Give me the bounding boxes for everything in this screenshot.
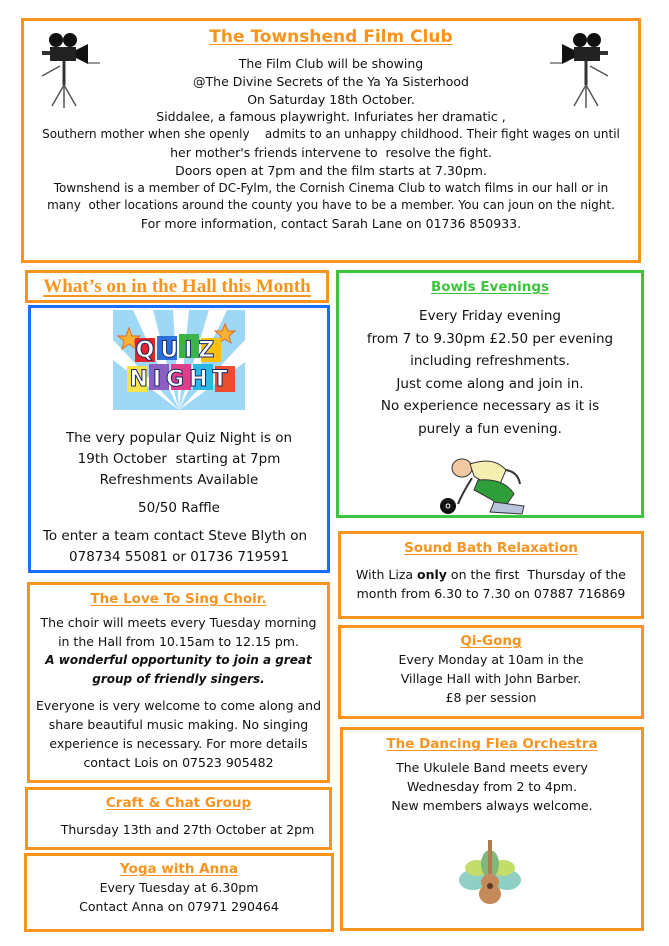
qigong-box [338, 625, 644, 719]
quiz-contact: To enter a team contact Steve Blyth on [42, 528, 308, 544]
quiz-raffle: 50/50 Raffle [138, 500, 220, 516]
dancing-flea-box [340, 727, 644, 931]
choir-line: Everyone is very welcome to come along and [35, 698, 322, 713]
sound-bath-line: month from 6.30 to 7.30 on 07887 716869 [356, 586, 626, 601]
quiz-logo-text-1: QUIZ [135, 338, 221, 363]
film-line: @The Divine Secrets of the Ya Ya Sisterhood [193, 73, 469, 89]
sound-bath-pre: With Liza [356, 567, 418, 582]
yoga-line: Every Tuesday at 6.30pm [99, 880, 259, 895]
choir-italic: group of friendly singers. [92, 672, 265, 686]
bowls-line: Every Friday evening [419, 308, 561, 324]
dancing-flea-title: The Dancing Flea Orchestra [386, 736, 598, 752]
dancing-flea-line: New members always welcome. [391, 798, 593, 813]
quiz-logo-text-2: NIGHT [129, 367, 233, 392]
film-line: Siddalee, a famous playwright. Infuriates her dramatic , [156, 109, 506, 125]
craft-line: Thursday 13th and 27th October at 2pm [60, 822, 315, 837]
ukulele-icon [455, 838, 525, 908]
bowler-icon [434, 450, 534, 516]
quiz-line: 19th October starting at 7pm [77, 451, 281, 467]
movie-camera-icon [40, 30, 102, 110]
choir-line: experience is necessary. For more details [49, 736, 308, 751]
bowls-line: No experience necessary as it is [380, 398, 600, 414]
bowls-box [336, 270, 644, 518]
quiz-night-logo [113, 310, 245, 410]
choir-line: in the Hall from 10.15am to 12.15 pm. [58, 634, 299, 649]
craft-title: Craft & Chat Group [105, 795, 252, 811]
yoga-line: Contact Anna on 07971 290464 [79, 899, 279, 914]
bowls-line: from 7 to 9.30pm £2.50 per evening [366, 330, 614, 347]
choir-line: contact Lois on 07523 905482 [83, 755, 274, 770]
sound-bath-only: only [417, 567, 447, 582]
dancing-flea-line: The Ukulele Band meets every [396, 760, 588, 775]
qigong-line: Every Monday at 10am in the [398, 652, 584, 667]
film-club-title: The Townshend Film Club [209, 27, 453, 47]
yoga-box [24, 853, 334, 932]
choir-italic: A wonderful opportunity to join a great [45, 653, 312, 667]
film-line: many other locations around the county you have to be a member. You can joun on the night. [47, 198, 615, 213]
sound-bath-post: on the first Thursday of the [446, 567, 626, 582]
choir-line: The choir will meets every Tuesday morning [40, 615, 317, 630]
film-line: For more information, contact Sarah Lane on 01736 850933. [140, 216, 522, 232]
bowls-title: Bowls Evenings [430, 279, 550, 295]
choir-line: share beautiful music making. No singing [48, 717, 309, 732]
qigong-title: Qi-Gong [460, 633, 522, 649]
qigong-line: Village Hall with John Barber. [400, 671, 582, 686]
quiz-line: Refreshments Available [99, 472, 259, 488]
choir-title: The Love To Sing Choir. [90, 591, 267, 607]
sound-bath-title: Sound Bath Relaxation [404, 540, 578, 556]
sound-bath-line [341, 565, 641, 584]
movie-camera-icon [548, 30, 610, 110]
yoga-title: Yoga with Anna [120, 861, 238, 877]
quiz-night-box [28, 305, 330, 573]
craft-box [25, 787, 332, 850]
bowls-line: including refreshments. [410, 353, 570, 369]
whats-on-title: What’s on in the Hall this Month [43, 276, 311, 297]
film-line: her mother's friends intervene to resolve the fight. [170, 144, 492, 160]
quiz-contact: 078734 55081 or 01736 719591 [69, 549, 289, 565]
dancing-flea-line: Wednesday from 2 to 4pm. [407, 779, 577, 794]
whats-on-header-box [25, 270, 329, 303]
film-line: The Film Club will be showing [238, 56, 424, 71]
bowls-line: Just come along and join in. [396, 375, 584, 392]
film-line: Southern mother when she openly admits to an unhappy childhood. Their fight wages on until [42, 127, 620, 142]
film-line: Townshend is a member of DC-Fylm, the Cornish Cinema Club to watch films in our hall or in [53, 180, 609, 195]
film-line: On Saturday 18th October. [247, 91, 415, 107]
film-line: Doors open at 7pm and the film starts at 7.30pm. [175, 162, 487, 178]
bowls-line: purely a fun evening. [418, 420, 562, 437]
qigong-line: £8 per session [445, 690, 537, 705]
choir-box [27, 582, 330, 783]
sound-bath-box [338, 531, 644, 619]
quiz-line: The very popular Quiz Night is on [65, 430, 293, 446]
